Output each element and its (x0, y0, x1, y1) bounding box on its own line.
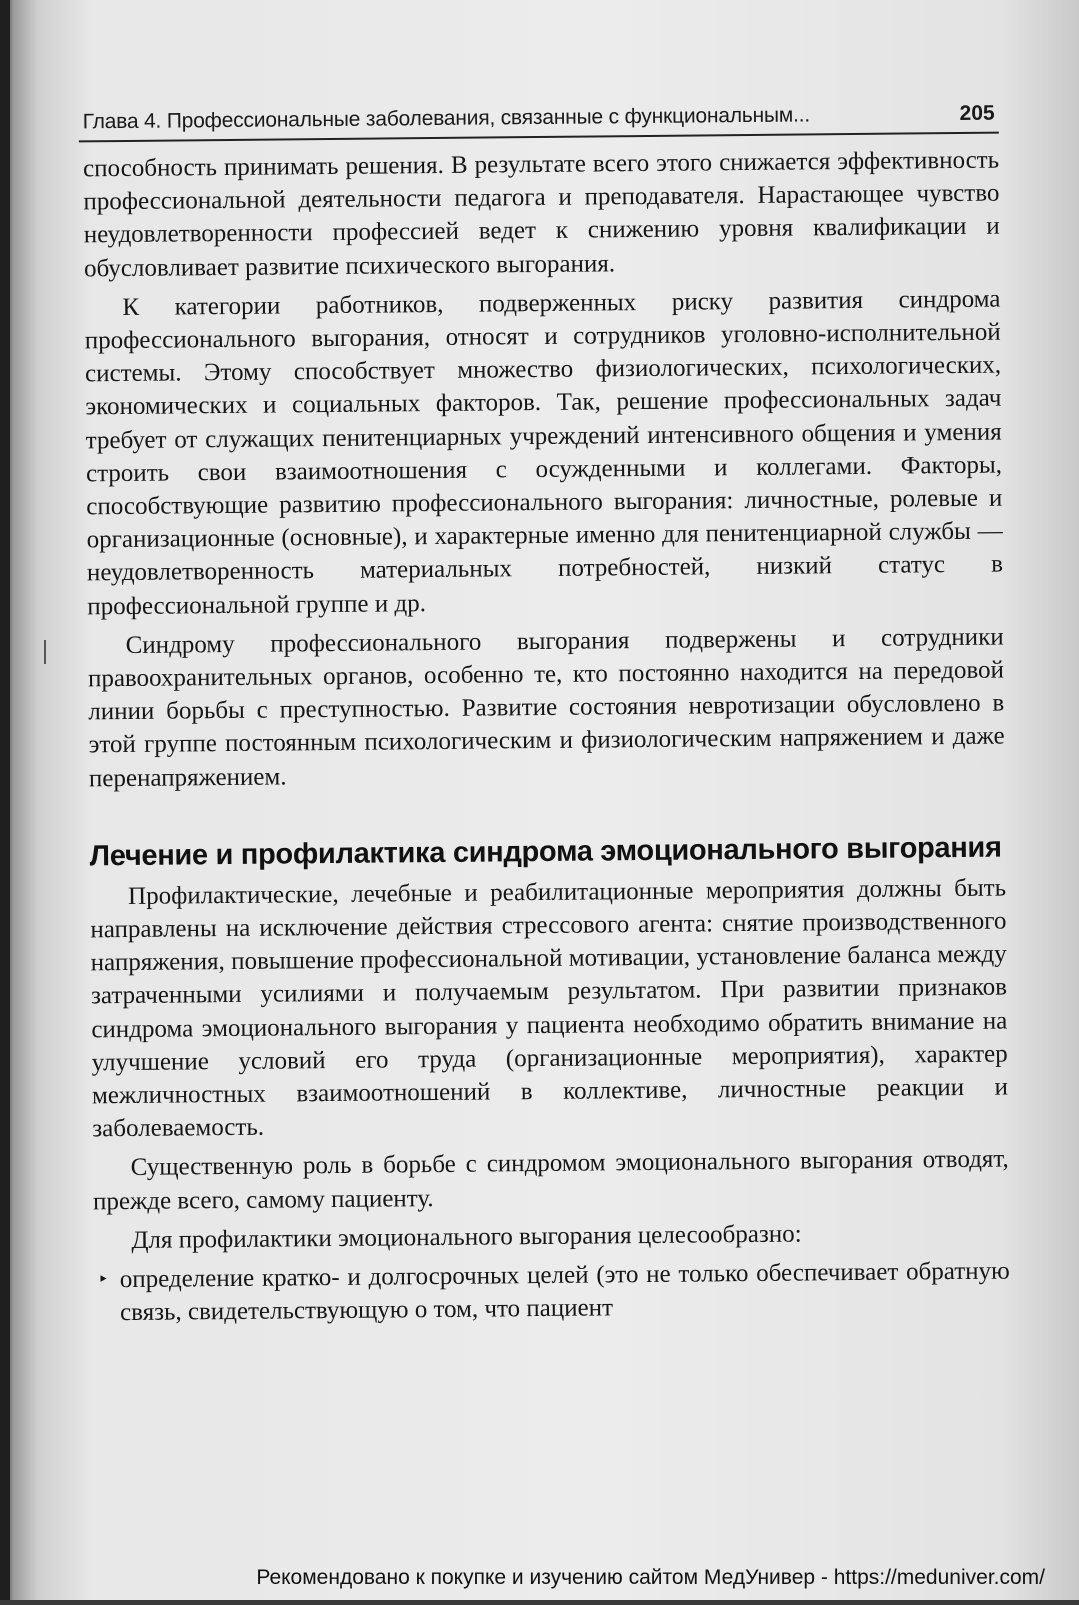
margin-mark (44, 640, 46, 664)
paragraph: способность принимать решения. В результате всего этого снижается эффективность профессиональной деятельности педагога и преподавателя. Нарастающее чувство неудовлетворенности профессией ведет к снижению уровня квалификации и обусловливает развитие психического выгорания. (82, 146, 1000, 282)
paragraph: Профилактические, лечебные и реабилитационные мероприятия должны быть направлены на исключение действия стрессового агента: снятие производственного напряжения, повышение профессиональной мотивации, установление баланса между затраченными усилиями и получаемым результатом. При развитии признаков синдрома эмоционального выгорания у пациента необходимо обратить внимание на улучшение условий его труда (организационные мероприятия), характер межличностных взаимоотношений в коллективе, личностные реакции и заболеваемость. (90, 874, 1009, 1143)
book-page (40, 55, 1045, 1604)
paragraph: К категории работников, подверженных риску развития синдрома профессионального выгорания, относят и сотрудников уголовно-исполнительной системы. Этому способствует множество физиологических, психологических, экономических и социальных факторов. Так, решение профессиональных задач требует от служащих пенитенциарных учреждений интенсивного общения и умения строить свои взаимоотношения с осужденными и коллегами. Факторы, способствующие развитию профессионального выгорания: личностные, ролевые и организационные (основные), и характерные именно для пенитенциарной службы — неудовлетворенность материальных потребностей, низкий статус в профессиональной группе и др. (84, 285, 1004, 620)
page-number: 205 (959, 101, 995, 125)
paragraph: Для профилактики эмоционального выгорания целесообразно: (131, 1220, 802, 1254)
book-spine-edge (0, 0, 10, 1600)
list-item (94, 1255, 1011, 1330)
paragraph: Синдрому профессионального выгорания подвержены и сотрудники правоохранительных органов, особенно те, кто постоянно находится на передовой линии борьбы с преступностью. Развитие состояния невротизации обусловлено в этой группе постоянным психологическим и физиологическим напряжением и даже перенапряжением. (87, 623, 1005, 792)
body-text (83, 144, 1010, 1330)
list-item-text: определение кратко- и долгосрочных целей (это не только обеспечивает обратную связь, свидетельствующую о том, что пациент (119, 1257, 1010, 1327)
bullet-icon: ‣ (97, 1269, 109, 1290)
running-header (78, 96, 998, 143)
section-heading: Лечение и профилактика синдрома эмоционального выгорания (89, 831, 1002, 873)
bullet-list (94, 1255, 1011, 1330)
paragraph: Существенную роль в борьбе с синдромом эмоционального выгорания отводят, прежде всего, самому пациенту. (92, 1146, 1009, 1216)
chapter-title: Глава 4. Профессиональные заболевания, связанные с функциональным... (82, 103, 811, 134)
watermark-text: Рекомендовано к покупке и изучению сайтом МедУнивер - https://meduniver.com/ (256, 1566, 1045, 1589)
